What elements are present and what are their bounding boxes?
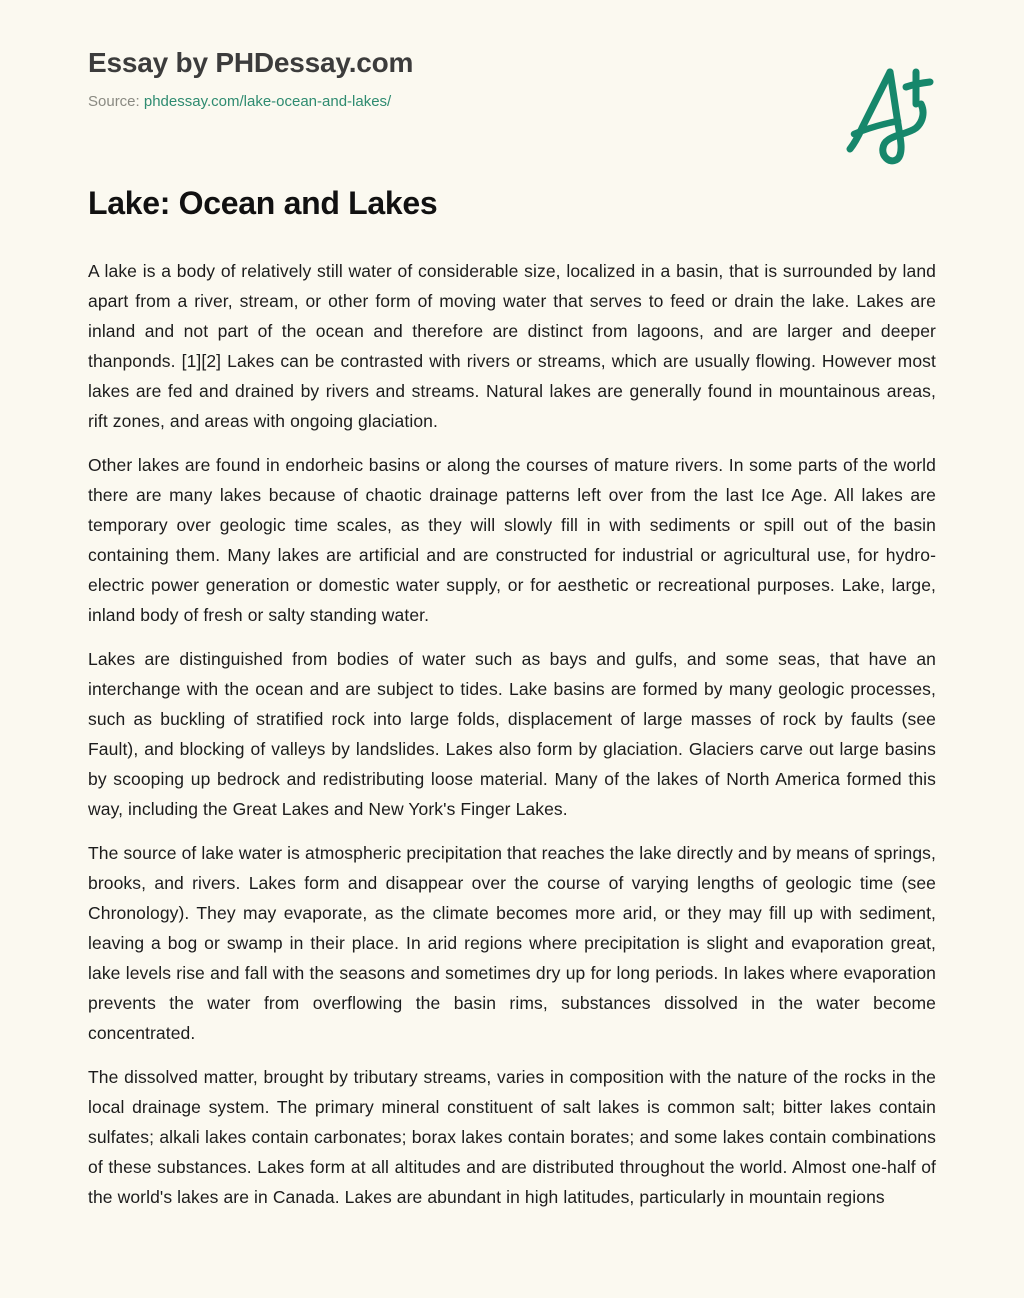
page-header: [0, 0, 1024, 140]
brand-title: Essay by PHDessay.com: [88, 47, 414, 78]
page-title: Lake: Ocean and Lakes: [88, 185, 438, 221]
a-plus-logo-icon: [828, 50, 948, 170]
paragraph: Other lakes are found in endorheic basins or along the courses of mature rivers. In some parts of the world there are many lakes because of chaotic drainage patterns left over from the last Ice Age. All lakes are temporary over geologic time scales, as they will slowly fill in with sediments or spill out of the basin containing them. Many lakes are artificial and are constructed for industrial or agricultural use, for hydro-electric power generation or domestic water supply, or for aesthetic or recreational purposes. Lake, large, inland body of fresh or salty standing water.: [88, 455, 936, 626]
source-label: Source:: [88, 92, 140, 110]
paragraph: The source of lake water is atmospheric precipitation that reaches the lake directly and by means of springs, brooks, and rivers. Lakes form and disappear over the course of varying lengths of geologic time (see Chronology). They may evaporate, as the climate becomes more arid, or they may fill up with sediment, leaving a bog or swamp in their place. In arid regions where precipitation is slight and evaporation great, lake levels rise and fall with the seasons and sometimes dry up for long periods. In lakes where evaporation prevents the water from overflowing the basin rims, substances dissolved in the water become concentrated.: [88, 843, 936, 1044]
paragraph: The dissolved matter, brought by tributary streams, varies in composition with the nature of the rocks in the local drainage system. The primary mineral constituent of salt lakes is common salt; bitter lakes contain sulfates; alkali lakes contain carbonates; borax lakes contain borates; and some lakes contain combinations of these substances. Lakes form at all altitudes and are distributed throughout the world. Almost one-half of the world's lakes are in Canada. Lakes are abundant in high latitudes, particularly in mountain regions: [88, 1067, 936, 1208]
source-link[interactable]: phdessay.com/lake-ocean-and-lakes/: [143, 92, 392, 110]
essay-body: [0, 222, 1024, 1212]
paragraph: A lake is a body of relatively still water of considerable size, localized in a basin, that is surrounded by land apart from a river, stream, or other form of moving water that serves to feed or drain the lake. Lakes are inland and not part of the ocean and therefore are distinct from lagoons, and are larger and deeper thanponds. [1][2] Lakes can be contrasted with rivers or streams, which are usually flowing. However most lakes are fed and drained by rivers and streams. Natural lakes are generally found in mountainous areas, rift zones, and areas with ongoing glaciation.: [88, 261, 936, 432]
paragraph: Lakes are distinguished from bodies of water such as bays and gulfs, and some seas, that have an interchange with the ocean and are subject to tides. Lake basins are formed by many geologic processes, such as buckling of stratified rock into large folds, displacement of large masses of rock by faults (see Fault), and blocking of valleys by landslides. Lakes also form by glaciation. Glaciers carve out large basins by scooping up bedrock and redistributing loose material. Many of the lakes of North America formed this way, including the Great Lakes and New York's Finger Lakes.: [88, 649, 936, 820]
